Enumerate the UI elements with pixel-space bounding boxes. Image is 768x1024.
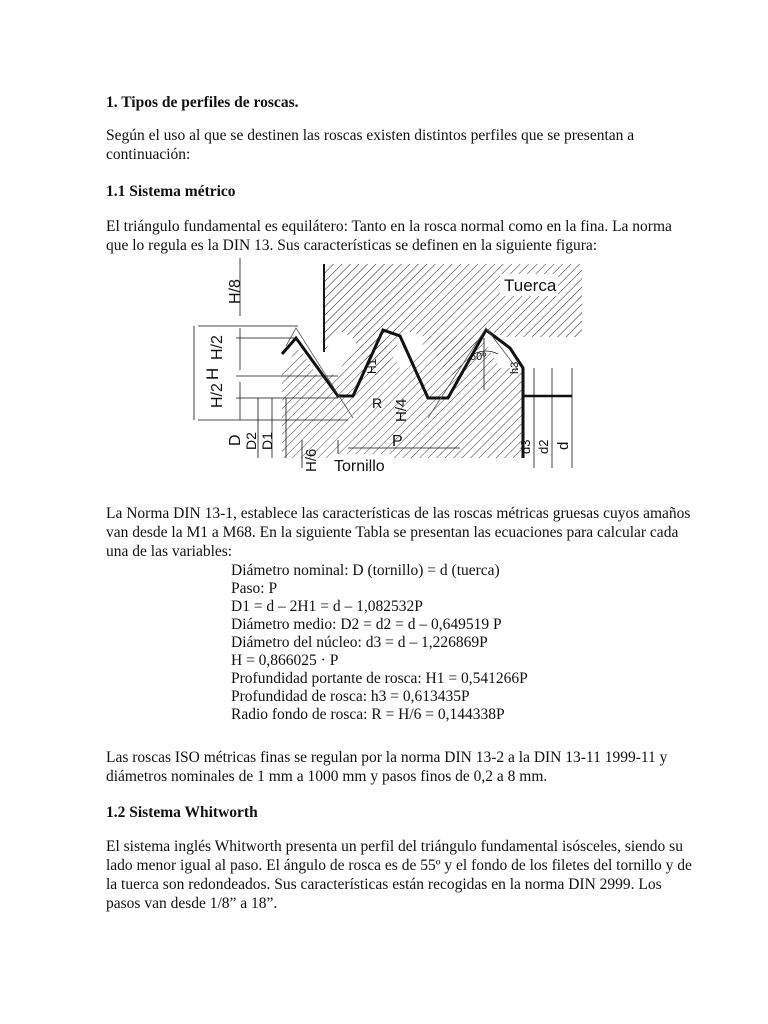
metric-paragraph: El triángulo fundamental es equilátero: Tanto en la rosca normal como en la fina. La norma que lo regula es la DIN 13. Sus características se definen en la siguiente figura: [106, 218, 672, 254]
formula-item: Diámetro medio: D2 = d2 = d – 0,649519 P [231, 616, 502, 633]
formula-item: Profundidad de rosca: h3 = 0,613435P [231, 688, 470, 705]
angle-60-label: 60º [470, 351, 487, 363]
h3-label: h3 [509, 361, 521, 374]
r-label: R [372, 395, 383, 411]
formula-item: Profundidad portante de rosca: H1 = 0,541266P [231, 670, 528, 687]
whitworth-paragraph: El sistema inglés Whitworth presenta un perfil del triángulo fundamental isósceles, siendo su lado menor igual al paso. El ángulo de rosca es de 55º y el fondo de los filetes del tornillo y de la tuerca son redondeados. Sus características están recogidas en la norma DIN 2999. Los pasos van desde 1/8” a 18”. [106, 838, 692, 912]
section-heading: 1. Tipos de perfiles de roscas. [106, 94, 299, 111]
h1-label: H1 [365, 358, 379, 374]
d3-label: d3 [518, 439, 533, 454]
tornillo-label: Tornillo [334, 458, 385, 475]
D-label: D [227, 434, 244, 446]
formula-item: D1 = d – 2H1 = d – 1,082532P [231, 598, 423, 615]
h8-label: H/8 [227, 279, 244, 304]
formula-item: Paso: P [231, 580, 278, 597]
h4-label: H/4 [393, 398, 410, 422]
h2-bottom-label: H/2 [209, 383, 226, 408]
d-label: d [555, 441, 572, 450]
formula-item: Diámetro del núcleo: d3 = d – 1,226869P [231, 634, 488, 651]
D2-label: D2 [243, 432, 259, 450]
fine-threads-paragraph: Las roscas ISO métricas finas se regulan por la norma DIN 13-2 a la DIN 13-11 1999-11 y diámetros nominales de 1 mm a 1000 mm y pasos finos de 0,2 a 8 mm. [106, 749, 668, 785]
h6-label: H/6 [303, 448, 320, 472]
h-label: H [203, 367, 222, 380]
metric-section-title: 1.1 Sistema métrico [106, 183, 236, 200]
d2-label: d2 [536, 439, 551, 454]
bolt-region [282, 336, 524, 458]
metric-thread-profile-figure [178, 258, 598, 480]
D1-label: D1 [259, 432, 275, 450]
formula-list [231, 562, 671, 724]
p-label: P [392, 433, 403, 450]
intro-paragraph: Según el uso al que se destinen las roscas existen distintos perfiles que se presentan a continuación: [106, 127, 635, 163]
whitworth-section-title: 1.2 Sistema Whitworth [106, 804, 258, 821]
tuerca-label: Tuerca [504, 276, 557, 295]
h2-top-label: H/2 [209, 335, 226, 360]
formula-item: Diámetro nominal: D (tornillo) = d (tuerca) [231, 562, 500, 579]
din-13-1-paragraph: La Norma DIN 13-1, establece las características de las roscas métricas gruesas cuyos amaños van desde la M1 a M68. En la siguiente Tabla se presentan las ecuaciones para calcular cada una de las variables: [106, 505, 691, 560]
formula-item: H = 0,866025 · P [231, 652, 339, 669]
formula-item: Radio fondo de rosca: R = H/6 = 0,144338P [231, 706, 505, 723]
